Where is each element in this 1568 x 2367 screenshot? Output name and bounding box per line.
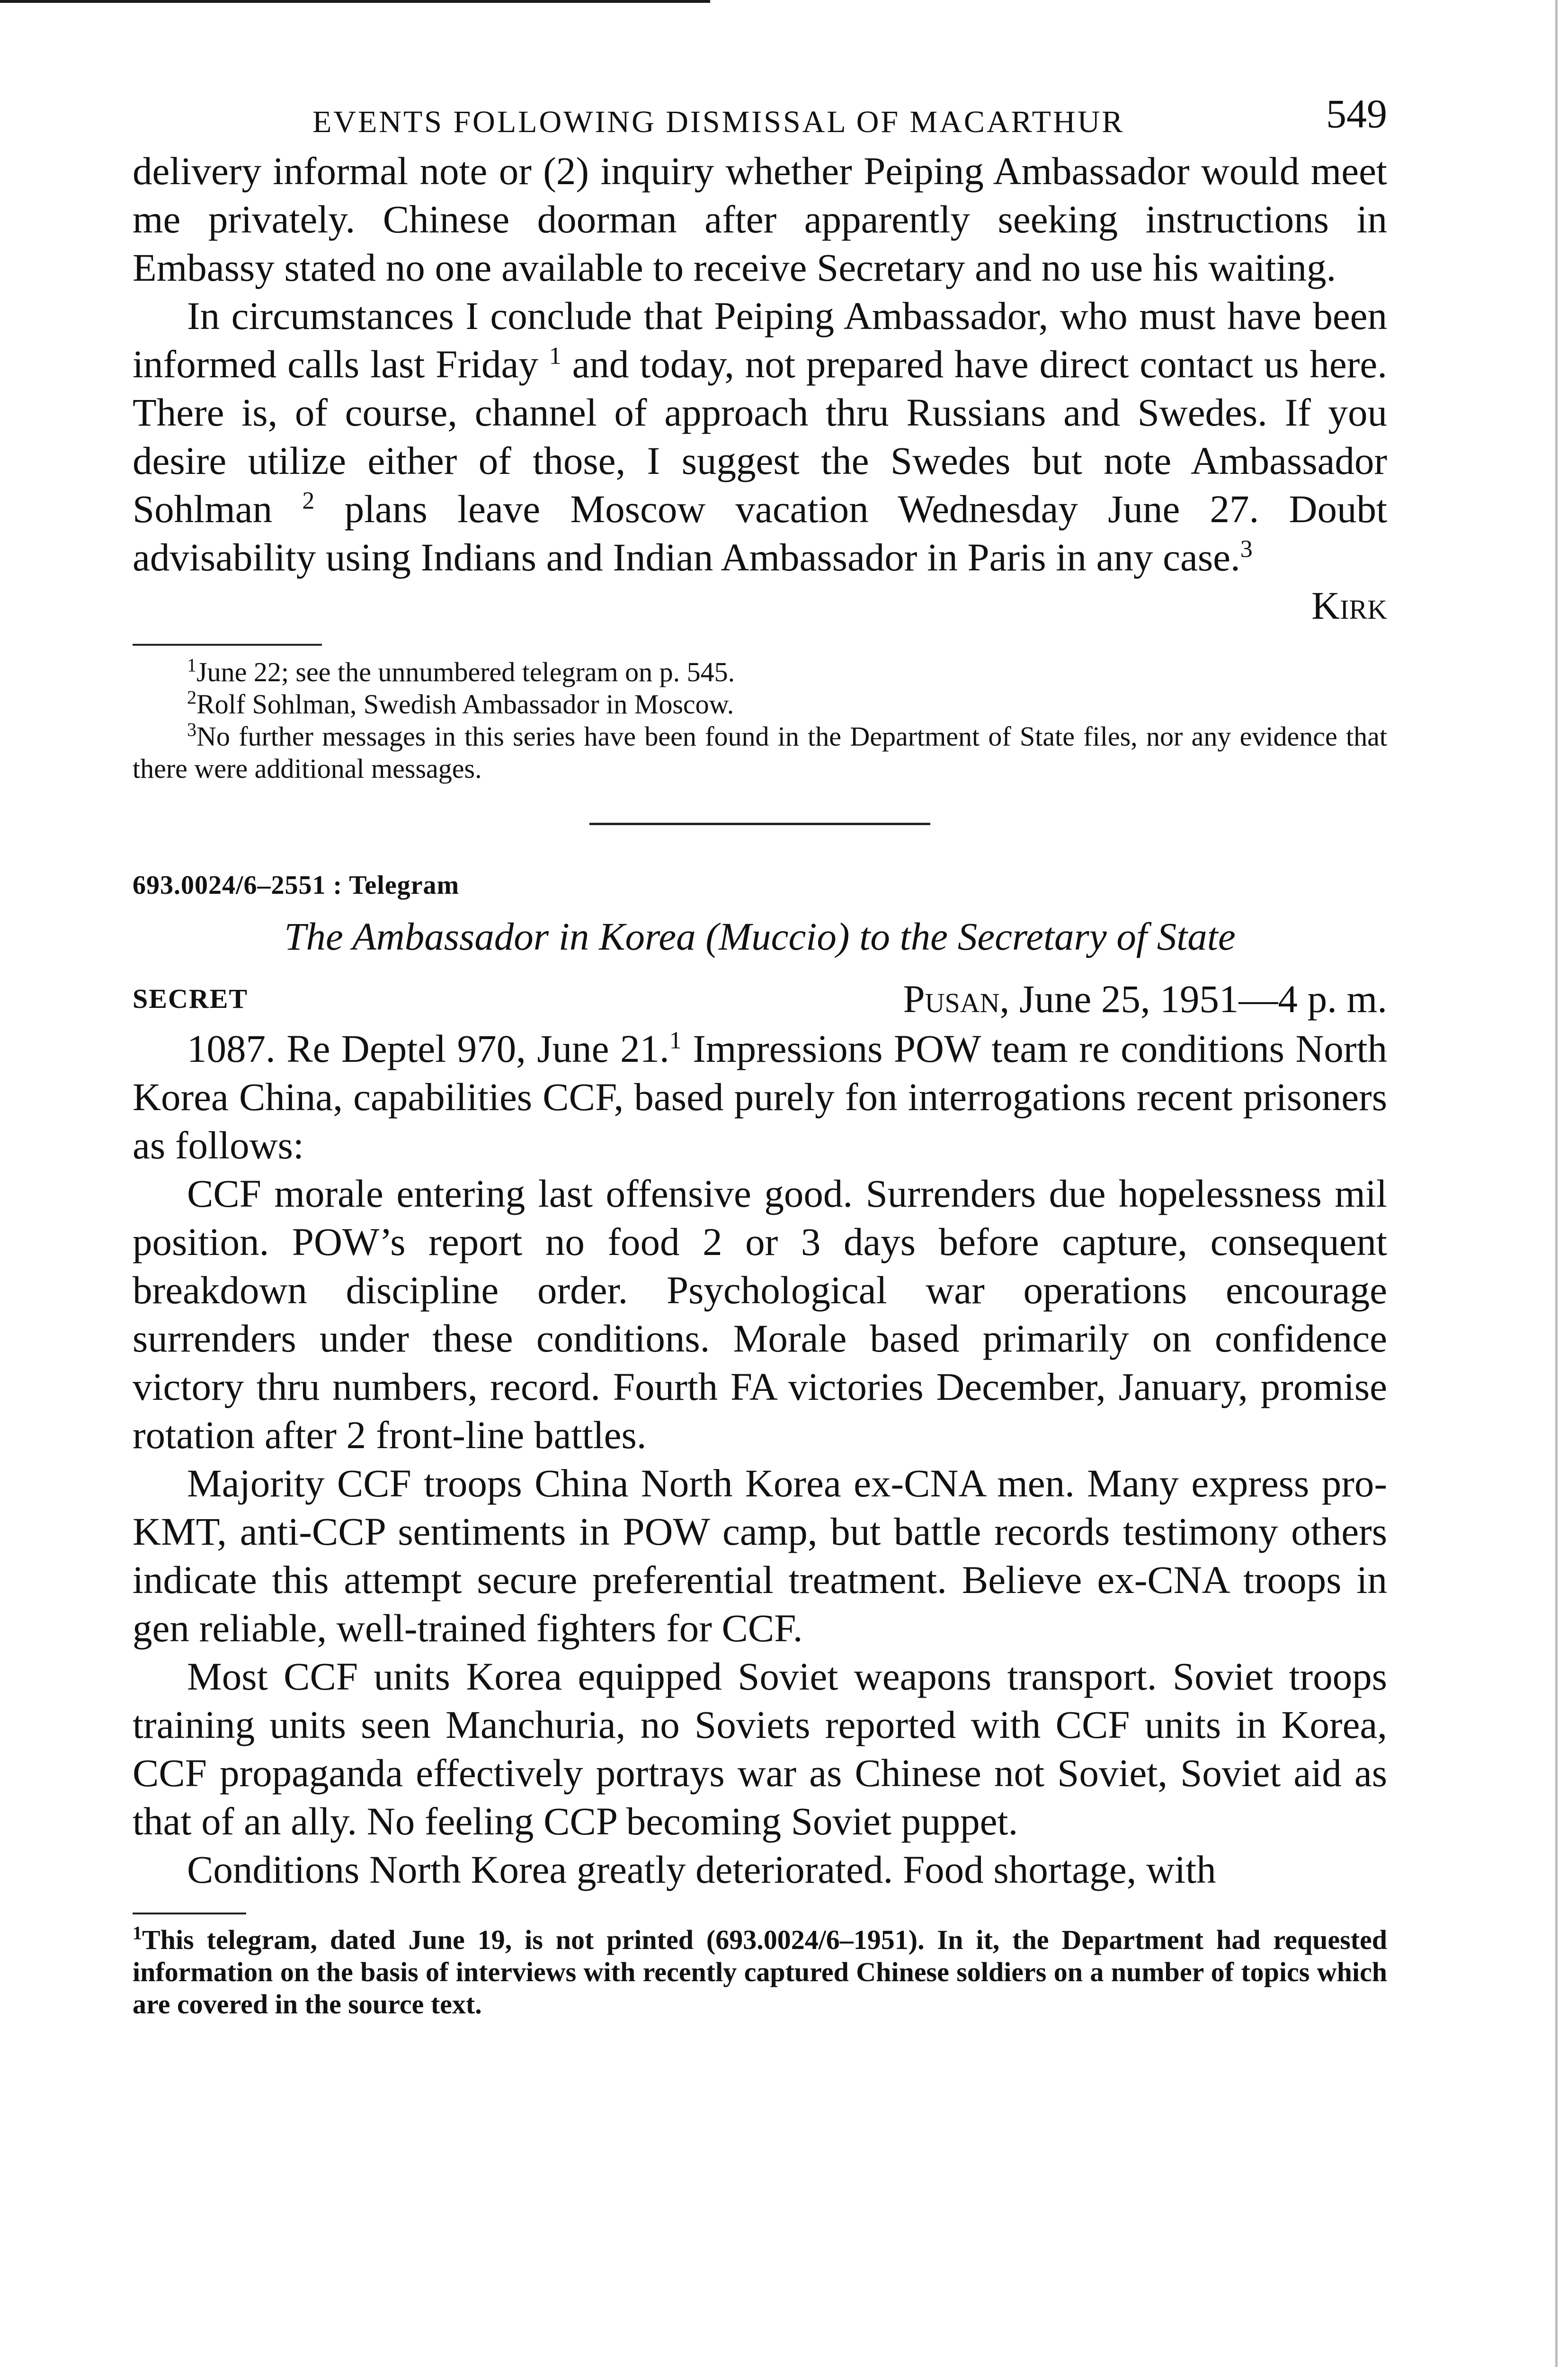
footnote-marker: 3 [1240,535,1253,563]
footnote-marker: 1 [669,1027,682,1054]
footnote [133,656,1387,688]
paragraph-text: In circumstances I conclude that Peiping Ambassador, who must have been informed calls last Friday [133,294,1387,386]
top-edge-rule [0,0,710,3]
heading-text: The Ambassador in Korea ( [284,915,719,958]
footnote [133,1924,1387,2020]
paragraph: Majority CCF troops China North Korea ex-CNA men. Many express pro-KMT, anti-CCP sentiments in POW camp, but battle records testimony others indicate this attempt secure preferential treatment. Believe ex-CNA troops in gen reliable, well-trained fighters for CCF. [133,1461,1387,1650]
footnote-text: June 22; see the unnumbered telegram on p. 545. [196,657,735,687]
paragraph-text: Impressions POW team re conditions North Korea China, capabilities CCF, based purely fon interrogations recent prisoners as follows: [133,1027,1388,1167]
heading-text: ) to the Secretary of State [836,915,1236,958]
second-document-body [133,1024,1387,1894]
signature: Kirk [1311,584,1387,627]
document-heading [133,914,1387,959]
footnote [133,688,1387,721]
paragraph-text: 1087. Re Deptel 970, June 21. [187,1027,669,1070]
page-content [133,90,1387,2020]
page-number: 549 [1326,91,1387,136]
paragraph: CCF morale entering last offensive good. Surrenders due hopelessness mil position. POW’s report no food 2 or 3 days before capture, consequent breakdown discipline order. Psychological war operations encourage surrenders under these conditions. Morale based primarily on confidence victory thru numbers, record. Fourth FA victories December, January, promise rotation after 2 front-line battles. [133,1172,1387,1457]
running-title: EVENTS FOLLOWING DISMISSAL OF MACARTHUR [312,105,1125,139]
first-document-body [133,147,1387,581]
document-separator [589,823,930,825]
document-reference: 693.0024/6–2551 : Telegram [133,871,460,900]
footnote-rule [133,644,322,646]
second-document-footnote [133,1924,1387,2020]
first-document-footnotes [133,656,1387,785]
footnote-text: Rolf Sohlman, Swedish Ambassador in Moscow. [196,689,734,720]
dateline-place: Pusan [903,977,1000,1021]
footnote-text: This telegram, dated June 19, is not printed (693.0024/6–1951). In it, the Department had requested information on the basis of interviews with recently captured Chinese soldiers on a number of topics which are covered in the source text. [133,1924,1387,2020]
classification-row [133,976,1387,1024]
binding-edge-rule [1555,0,1558,2367]
paragraph: Conditions North Korea greatly deteriorated. Food shortage, with [187,1848,1216,1891]
footnote-marker: 1 [549,342,561,370]
footnote-marker: 2 [302,487,315,515]
footnote-mark: 2 [187,686,196,708]
classification-label: SECRET [133,983,249,1014]
footnote-rule [133,1913,246,1914]
footnote-mark: 1 [187,654,196,676]
paragraph [133,1024,1387,1169]
heading-name: Muccio [718,915,837,958]
paragraph-text: plans leave Moscow vacation Wednesday June 27. Doubt advisability using Indians and Indian Ambassador in Paris in any case. [133,487,1388,579]
paragraph [133,292,1387,581]
footnote-mark: 3 [187,719,196,740]
paragraph: Most CCF units Korea equipped Soviet weapons transport. Soviet troops training units seen Manchuria, no Soviets reported with CCF units in Korea, CCF propaganda effectively portrays war as Chinese not Soviet, Soviet aid as that of an ally. No feeling CCP becoming Soviet puppet. [133,1655,1387,1843]
footnote [133,721,1387,785]
paragraph: delivery informal note or (2) inquiry whether Peiping Ambassador would meet me privately. Chinese doorman after apparently seeking instructions in Embassy stated no one available to receive Secretary and no use his waiting. [133,149,1387,289]
dateline-date: , June 25, 1951—4 p. m. [999,977,1387,1021]
footnote-mark: 1 [133,1922,142,1944]
footnote-text: No further messages in this series have been found in the Department of State files, nor any evidence that there were additional messages. [133,721,1387,784]
running-head [133,90,1387,147]
paragraph-text: and today, not prepared have direct contact us here. There is, of course, channel of approach thru Russians and Swedes. If you desire utilize either of those, I suggest the Swedes but note Ambassador Sohlman [133,342,1387,531]
dateline [903,976,1387,1022]
